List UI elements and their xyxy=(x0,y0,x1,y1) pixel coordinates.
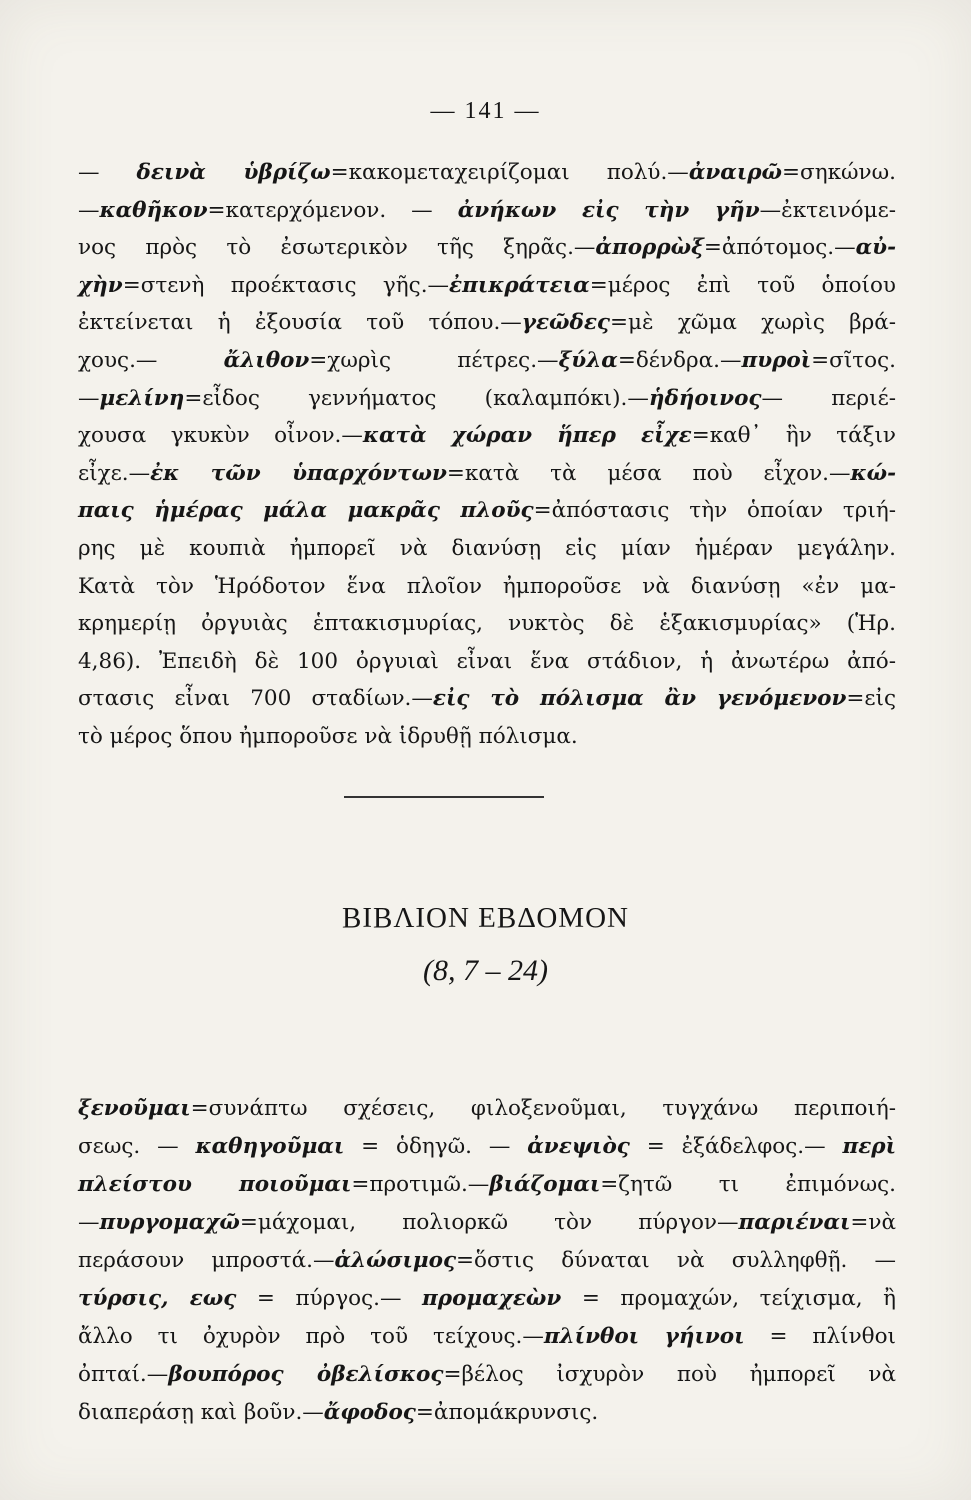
definition-text: ὀπταί.— xyxy=(78,1362,169,1387)
definition-text: =χωρὶς πέτρες.— xyxy=(309,347,559,373)
definition-text: =μέρος ἐπὶ τοῦ ὁποίου xyxy=(589,272,896,298)
definition-text: — xyxy=(78,385,100,411)
definition-text: νος πρὸς τὸ ἐσωτερικὸν τῆς ξηρᾶς.— xyxy=(78,235,596,261)
headword: πλείστου ποιοῦμαι xyxy=(78,1172,352,1197)
text-line xyxy=(78,1394,896,1432)
text-line xyxy=(78,1166,896,1204)
headword: ἀνεψιὸς xyxy=(527,1134,630,1159)
headword: ἀναιρῶ xyxy=(688,160,782,185)
headword: παριέναι xyxy=(738,1210,851,1235)
definition-text: =βέλος ἰσχυρὸν ποὺ ἠμπορεῖ νὰ xyxy=(443,1362,896,1387)
definition-text: =εἶδος γεννήματος (καλαμπόκι).— xyxy=(184,385,649,411)
headword: βουπόρος ὀβελίσκος xyxy=(168,1362,444,1387)
definition-text: =νὰ xyxy=(850,1210,896,1235)
headword: ἄφοδος xyxy=(323,1400,416,1425)
definition-text: περάσουν μπροστά.— xyxy=(78,1248,335,1273)
definition-text: ρης μὲ κουπιὰ ἠμπορεῖ νὰ διανύσῃ εἰς μίαν ἡμέραν μεγάλην. xyxy=(78,535,896,561)
headword: προμαχεὼν xyxy=(422,1286,562,1311)
definition-text: =στενὴ προέκτασις γῆς.— xyxy=(122,272,450,298)
headword: πυροὶ xyxy=(741,347,812,373)
page-number: — 141 — xyxy=(430,98,541,124)
headword: ἡδήοινος xyxy=(648,385,762,411)
definition-text: =ζητῶ τι ἐπιμόνως. xyxy=(600,1172,896,1197)
text-line xyxy=(78,680,896,718)
headword: παις ἡμέρας μάλα μακρᾶς πλοῦς xyxy=(78,498,534,524)
text-line xyxy=(78,154,896,192)
headword: τύρσις, εως xyxy=(78,1286,237,1311)
book-range: (8, 7 – 24) xyxy=(423,954,548,987)
headword: πλίνθοι γήινοι xyxy=(543,1324,745,1349)
definition-text: Κατὰ τὸν Ἡρόδοτον ἕνα πλοῖον ἠμποροῦσε νὰ διανύσῃ «ἐν μα- xyxy=(78,573,896,599)
definition-text: = ἐξάδελφος.— xyxy=(629,1134,843,1159)
definition-text: =δένδρα.— xyxy=(617,347,742,373)
headword: κατὰ χώραν ἥπερ εἶχε xyxy=(362,423,692,449)
text-line xyxy=(78,192,896,230)
text-line xyxy=(78,342,896,380)
definition-text: =ὅστις δύναται νὰ συλληφθῇ. — xyxy=(456,1248,896,1273)
text-line xyxy=(78,1204,896,1242)
definition-text: — xyxy=(78,197,100,223)
definition-text: =εἰς xyxy=(846,686,897,712)
text-line xyxy=(78,530,896,568)
definition-text: =σηκώνω. xyxy=(782,160,896,185)
headword: μελίνη xyxy=(99,385,185,411)
book-title: ΒΙΒΛΙΟΝ ΕΒΔΟΜΟΝ xyxy=(342,902,629,934)
definition-text: =μάχομαι, πολιορκῶ τὸν πύργον— xyxy=(239,1210,739,1235)
definition-text: κρημερίῃ ὀργυιὰς ἑπτακισμυρίας, νυκτὸς δὲ ἑξακισμυρίας» (Ἡρ. xyxy=(78,611,896,637)
text-line xyxy=(78,643,896,681)
definition-text: =σῖτος. xyxy=(811,347,896,373)
definition-text: χουσα γκυκὺν οἶνον.— xyxy=(78,423,363,449)
headword: ἀνήκων εἰς τὴν γῆν xyxy=(457,197,760,223)
headword: καθῆκον xyxy=(99,197,208,223)
definition-text: ἐκτείνεται ἡ ἐξουσία τοῦ τόπου.— xyxy=(78,310,522,336)
definition-text: χους.— xyxy=(78,347,224,373)
definition-text: εἶχε.— xyxy=(78,460,151,486)
headword: ξενοῦμαι xyxy=(78,1096,191,1121)
headword: γεῶδες xyxy=(521,310,611,336)
definition-text: = πλίνθοι xyxy=(744,1324,896,1349)
headword: βιάζομαι xyxy=(489,1172,601,1197)
text-line xyxy=(78,1242,896,1280)
text-line xyxy=(78,605,896,643)
text-line xyxy=(78,455,896,493)
headword: πυργομαχῶ xyxy=(99,1210,240,1235)
definition-text: =μὲ χῶμα χωρὶς βρά- xyxy=(610,310,896,336)
headword: περὶ xyxy=(842,1134,897,1159)
definition-text: =κατὰ τὰ μέσα ποὺ εἶχον.— xyxy=(446,460,851,486)
headword: καθηγοῦμαι xyxy=(195,1134,345,1159)
definition-text: =καθ᾽ ἣν τάξιν xyxy=(691,423,896,449)
definition-text: τὸ μέρος ὅπου ἠμποροῦσε νὰ ἱδρυθῇ πόλισμα. xyxy=(78,723,578,749)
glossary-section-1 xyxy=(78,154,896,756)
headword: εἰς τὸ πόλισμα ἂν γενόμενον xyxy=(432,686,847,712)
definition-text: =ἀπότομος.— xyxy=(703,235,856,261)
definition-text: =κακομεταχειρίζομαι πολύ.— xyxy=(330,160,689,185)
text-line xyxy=(78,1356,896,1394)
text-line xyxy=(78,267,896,305)
headword: ἄλιθον xyxy=(223,347,310,373)
definition-text: = προμαχών, τείχισμα, ἢ xyxy=(561,1286,897,1311)
definition-text: σεως. — xyxy=(78,1134,196,1159)
section-divider xyxy=(344,796,544,798)
definition-text: =προτιμῶ.— xyxy=(351,1172,490,1197)
definition-text: — περιέ- xyxy=(761,385,896,411)
definition-text: — xyxy=(78,1210,100,1235)
definition-text: 4,86). Ἐπειδὴ δὲ 100 ὀργυιαὶ εἶναι ἕνα στάδιον, ἡ ἀνωτέρω ἀπό- xyxy=(78,648,896,674)
headword: ἀπορρὼξ xyxy=(595,235,704,261)
definition-text: διαπεράσῃ καὶ βοῦν.— xyxy=(78,1400,324,1425)
definition-text: =κατερχόμενον. — xyxy=(207,197,458,223)
text-line xyxy=(78,1090,896,1128)
headword: ἐπικράτεια xyxy=(449,272,590,298)
glossary-section-2 xyxy=(78,1090,896,1432)
headword: κώ- xyxy=(850,460,897,486)
text-line xyxy=(78,1128,896,1166)
definition-text: ἄλλο τι ὀχυρὸν πρὸ τοῦ τείχους.— xyxy=(78,1324,544,1349)
headword: δεινὰ ὑβρίζω xyxy=(136,160,331,185)
text-line xyxy=(78,1280,896,1318)
text-line xyxy=(78,229,896,267)
definition-text: =ἀπομάκρυνσις. xyxy=(415,1400,599,1425)
definition-text: = ὁδηγῶ. — xyxy=(344,1134,528,1159)
definition-text: — xyxy=(78,160,137,185)
text-line xyxy=(78,380,896,418)
text-line xyxy=(78,492,896,530)
definition-text: =ἀπόστασις τὴν ὁποίαν τριή- xyxy=(533,498,897,524)
text-line xyxy=(78,417,896,455)
definition-text: = πύργος.— xyxy=(236,1286,423,1311)
headword: χὴν xyxy=(78,272,123,298)
headword: ξύλα xyxy=(558,347,618,373)
headword: ἁλώσιμος xyxy=(334,1248,457,1273)
headword: ἐκ τῶν ὑπαρχόντων xyxy=(150,460,447,486)
definition-text: —ἐκτεινόμε- xyxy=(759,197,896,223)
headword: αὐ- xyxy=(855,235,896,261)
definition-text: στασις εἶναι 700 σταδίων.— xyxy=(78,686,433,712)
text-line xyxy=(78,1318,896,1356)
text-line xyxy=(78,304,896,342)
definition-text: =συνάπτω σχέσεις, φιλοξενοῦμαι, τυγχάνω περιποιή- xyxy=(190,1096,896,1121)
text-line xyxy=(78,718,896,756)
text-line xyxy=(78,568,896,606)
